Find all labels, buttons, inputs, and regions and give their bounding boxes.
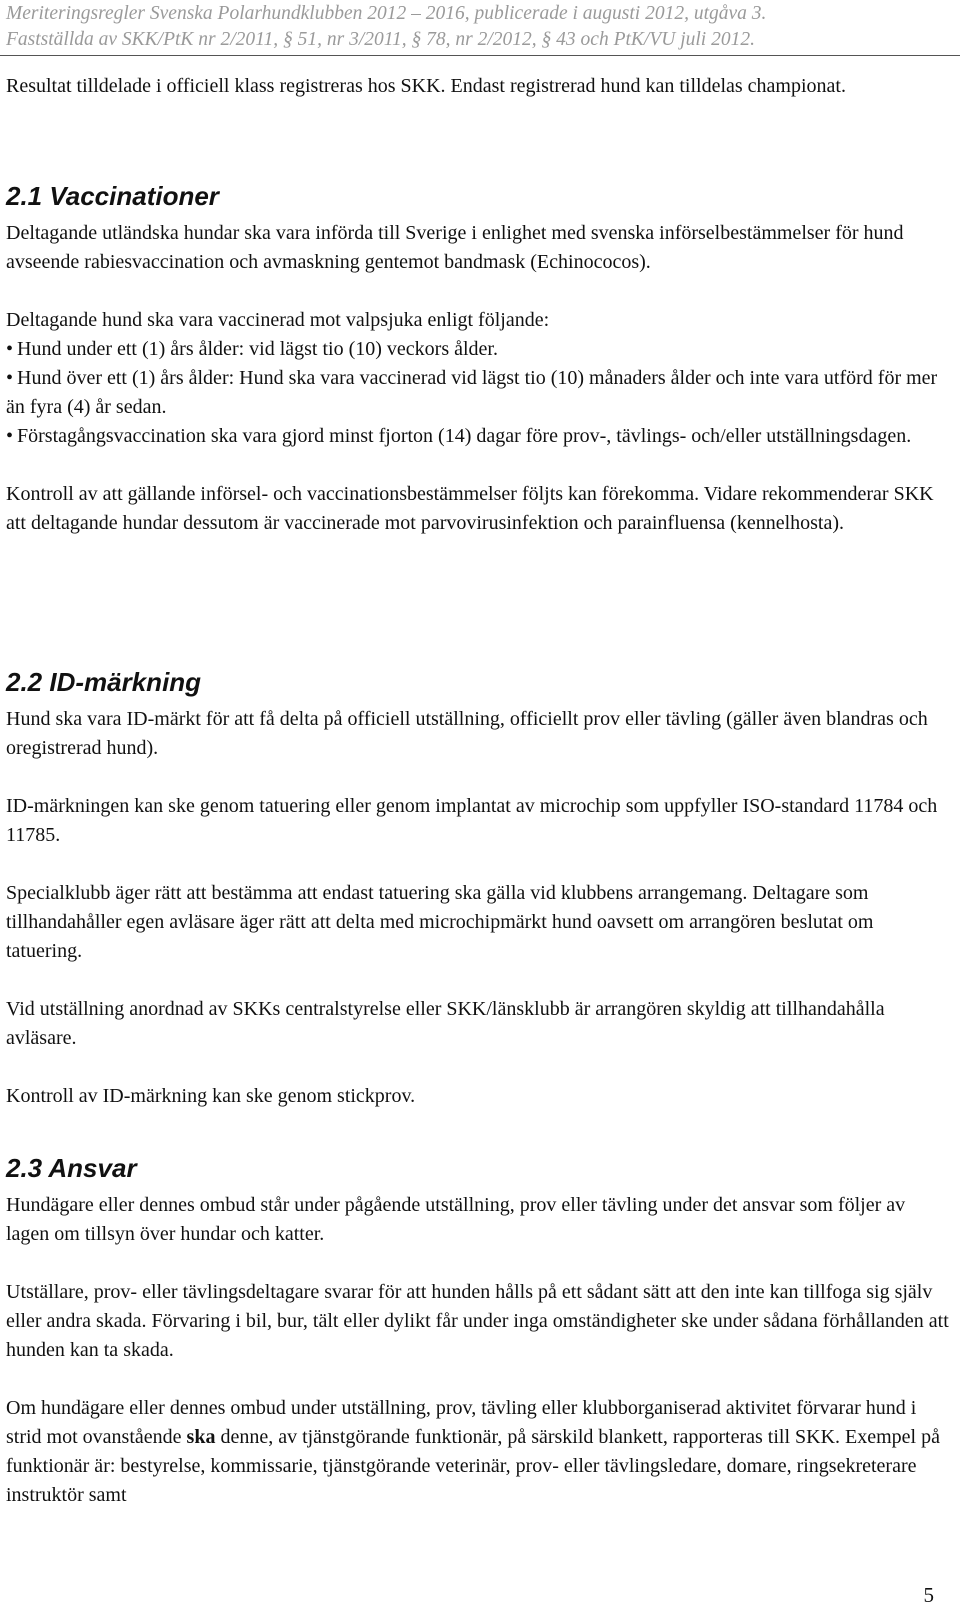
- header-divider: [0, 55, 960, 56]
- paragraph: Utställare, prov- eller tävlingsdeltagare svarar för att hunden hålls på ett sådant sätt att den inte kan tillfoga sig själv eller andra skada. Förvaring i bil, bur, tält eller dylikt får under inga omständigheter ske under sådana förhållanden att hunden kan ta skada.: [6, 1281, 949, 1361]
- list-item: [6, 335, 950, 364]
- bullet-marker: •: [6, 367, 14, 389]
- paragraph-text: denne, av tjänstgörande funktionär, på särskild blankett, rapporteras till SKK. Exempel på funktionär är: bestyrelse, kommissarie, tjänstgörande veterinär, prov- eller tävlingsledare, domare, ringsekreterare instruktör samt: [6, 1426, 940, 1506]
- paragraph: Kontroll av ID-märkning kan ske genom stickprov.: [6, 1085, 416, 1107]
- section-heading-ansvar: 2.3 Ansvar: [6, 1153, 137, 1183]
- section-body-id-markning: [6, 705, 950, 1111]
- paragraph: ID-märkningen kan ske genom tatuering eller genom implantat av microchip som uppfyller ISO-standard 11784 och 11785.: [6, 795, 938, 846]
- paragraph: Deltagande hund ska vara vaccinerad mot valpsjuka enligt följande:: [6, 309, 550, 331]
- section-heading-vaccinationer: 2.1 Vaccinationer: [6, 181, 219, 211]
- bullet-marker: •: [6, 338, 14, 360]
- paragraph: Vid utställning anordnad av SKKs centralstyrelse eller SKK/länsklubb är arrangören skyldig att tillhandahålla avläsare.: [6, 998, 885, 1049]
- page-number: 5: [923, 1583, 934, 1607]
- header-line-1: Meriteringsregler Svenska Polarhundklubben 2012 – 2016, publicerade i augusti 2012, utgåva 3.: [6, 3, 767, 24]
- section-heading-id-markning: 2.2 ID-märkning: [6, 667, 202, 697]
- bullet-marker: •: [6, 425, 14, 447]
- paragraph: Specialklubb äger rätt att bestämma att endast tatuering ska gälla vid klubbens arrangemang. Deltagare som tillhandahåller egen avläsare äger rätt att delta med microchipmärkt hund oavsett om arrangören beslutat om tatuering.: [6, 882, 874, 962]
- running-header: [6, 1, 946, 53]
- list-item-text: Hund under ett (1) års ålder: vid lägst tio (10) veckors ålder.: [17, 338, 498, 360]
- paragraph: [6, 1394, 950, 1510]
- paragraph: Hundägare eller dennes ombud står under pågående utställning, prov eller tävling under det ansvar som följer av lagen om tillsyn över hundar och katter.: [6, 1194, 906, 1245]
- emphasis-ska: ska: [186, 1426, 216, 1448]
- list-item: [6, 422, 950, 451]
- list-item-text: Hund över ett (1) års ålder: Hund ska vara vaccinerad vid lägst tio (10) månaders ålder och inte vara utförd för mer än fyra (4) år sedan.: [6, 367, 938, 418]
- paragraph-text: Om hundägare eller dennes ombud under utställning, prov, tävling eller klubborganiserad aktivitet förvarar hund i strid mot ovanstående: [6, 1397, 917, 1448]
- paragraph: Hund ska vara ID-märkt för att få delta på officiell utställning, officiellt prov eller tävling (gäller även blandras och oregistrerad hund).: [6, 708, 928, 759]
- section-body-ansvar: [6, 1191, 950, 1510]
- paragraph: Deltagande utländska hundar ska vara införda till Sverige i enlighet med svenska införselbestämmelser för hund avseende rabiesvaccination och avmaskning gentemot bandmask (Echinococos).: [6, 222, 904, 273]
- section-body-vaccinationer: [6, 219, 950, 538]
- list-item: [6, 364, 950, 422]
- header-line-2: Fastställda av SKK/PtK nr 2/2011, § 51, nr 3/2011, § 78, nr 2/2012, § 43 och PtK/VU juli 2012.: [6, 29, 755, 50]
- intro-paragraph: Resultat tilldelade i officiell klass registreras hos SKK. Endast registrerad hund kan tilldelas championat.: [6, 75, 846, 97]
- list-item-text: Förstagångsvaccination ska vara gjord minst fjorton (14) dagar före prov-, tävlings- och/eller utställningsdagen.: [17, 425, 912, 447]
- paragraph: Kontroll av att gällande införsel- och vaccinationsbestämmelser följts kan förekomma. Vidare rekommenderar SKK att deltagande hundar dessutom är vaccinerade mot parvovirusinfektion och parainfluensa (kennelhosta).: [6, 483, 934, 534]
